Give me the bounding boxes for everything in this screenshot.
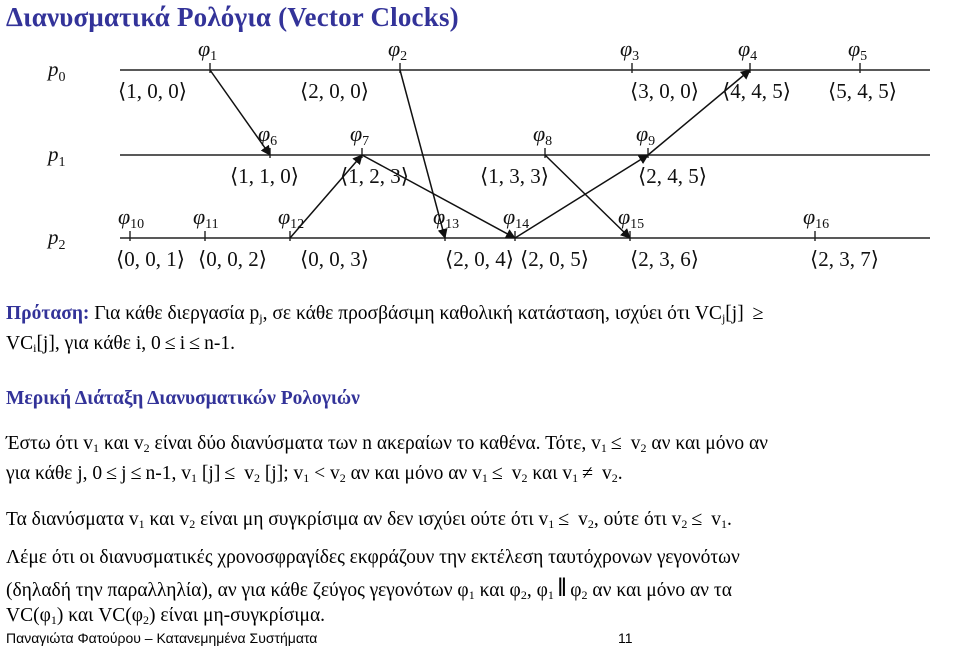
event-label-phi4: φ4 bbox=[738, 36, 758, 64]
event-label-phi16: φ16 bbox=[803, 204, 830, 232]
proposition-line-1: Πρόταση: Για κάθε διεργασία pj, σε κάθε προσβάσιμη καθολική κατάσταση, ισχύει ότι VCj[j] ≥ bbox=[6, 298, 768, 333]
leq-symbol: ≤ bbox=[164, 332, 176, 354]
vector-timestamp-4: ⟨4, 4, 5⟩ bbox=[722, 79, 791, 103]
page-number: 11 bbox=[618, 630, 633, 646]
event-label-phi6: φ6 bbox=[258, 121, 278, 149]
vector-timestamp-9: ⟨2, 4, 5⟩ bbox=[638, 164, 707, 188]
event-label-phi7: φ7 bbox=[350, 121, 370, 149]
footer-author: Παναγιώτα Φατούρου – Κατανεμημένα Συστήματα bbox=[6, 630, 318, 646]
event-label-phi10: φ10 bbox=[118, 204, 145, 232]
section-heading: Μερική Διάταξη Διανυσματικών Ρολογιών bbox=[6, 388, 360, 409]
leq-symbol: ≤ bbox=[189, 332, 201, 354]
vector-timestamp-16: ⟨2, 3, 7⟩ bbox=[810, 247, 879, 271]
vector-timestamp-14: ⟨2, 0, 5⟩ bbox=[520, 247, 589, 271]
vector-timestamp-3: ⟨3, 0, 0⟩ bbox=[630, 79, 699, 103]
vector-timestamp-11: ⟨0, 0, 2⟩ bbox=[198, 247, 267, 271]
vector-timestamp-13: ⟨2, 0, 4⟩ bbox=[445, 247, 514, 271]
vector-timestamp-1: ⟨1, 0, 0⟩ bbox=[118, 79, 187, 103]
proposition-label: Πρόταση: bbox=[6, 303, 90, 324]
event-label-phi14: φ14 bbox=[503, 204, 530, 232]
vector-timestamp-8: ⟨1, 3, 3⟩ bbox=[480, 164, 549, 188]
event-label-phi13: φ13 bbox=[433, 204, 460, 232]
proposition-line-2: VCi[j], για κάθε i, 0 ≤ i ≤ n-1. bbox=[6, 332, 236, 355]
vector-timestamp-15: ⟨2, 3, 6⟩ bbox=[630, 247, 699, 271]
event-label-phi5: φ5 bbox=[848, 36, 868, 64]
para1-line-1: Έστω ότι v1 και v2 είναι δύο διανύσματα των n ακεραίων το καθένα. Τότε, v1 ≤ v2 αν και μόνο αν bbox=[6, 432, 768, 455]
para3-line-2: (δηλαδή την παραλληλία), αν για κάθε ζεύγος γεγονότων φ1 και φ2, φ1 ‖ φ2 αν και μόνο αν τα bbox=[6, 573, 732, 602]
process-label-p2: $p_2$ bbox=[48, 225, 66, 253]
vector-timestamp-12: ⟨0, 0, 3⟩ bbox=[300, 247, 369, 271]
event-label-phi9: φ9 bbox=[636, 121, 656, 149]
leq-symbol: ≥ bbox=[752, 302, 764, 324]
vector-timestamp-7: ⟨1, 2, 3⟩ bbox=[340, 164, 409, 188]
event-label-phi11: φ11 bbox=[193, 204, 219, 232]
vector-timestamp-10: ⟨0, 0, 1⟩ bbox=[116, 247, 185, 271]
vector-timestamp-2: ⟨2, 0, 0⟩ bbox=[300, 79, 369, 103]
process-label-p1: $p_1$ bbox=[48, 142, 66, 170]
vector-timestamp-5: ⟨5, 4, 5⟩ bbox=[828, 79, 897, 103]
para3-line-1: Λέμε ότι οι διανυσματικές χρονοσφραγίδες εκφράζουν την εκτέλεση ταυτόχρονων γεγονότων bbox=[6, 547, 740, 568]
para1-line-2: για κάθε j, 0 ≤ j ≤ n-1, v1 [j] ≤ v2 [j]; v1 < v2 αν και μόνο αν v1 ≤ v2 και v1 ≠ v2. bbox=[6, 462, 623, 485]
event-label-phi3: φ3 bbox=[620, 36, 640, 64]
event-label-phi8: φ8 bbox=[533, 121, 553, 149]
vector-timestamp-6: ⟨1, 1, 0⟩ bbox=[230, 164, 299, 188]
event-label-phi2: φ2 bbox=[388, 36, 408, 64]
vector-clock-diagram bbox=[0, 34, 960, 290]
para3-line-3: VC(φ1) και VC(φ2) είναι μη-συγκρίσιμα. bbox=[6, 605, 326, 627]
parallel-symbol: ‖ bbox=[557, 573, 567, 602]
event-label-phi12: φ12 bbox=[278, 204, 305, 232]
para2: Τα διανύσματα v1 και v2 είναι μη συγκρίσιμα αν δεν ισχύει ούτε ότι v1 ≤ v2, ούτε ότι v2 ≤ v1. bbox=[6, 508, 732, 531]
event-label-phi1: φ1 bbox=[198, 36, 218, 64]
process-label-p0: $p_0$ bbox=[48, 57, 66, 85]
event-label-phi15: φ15 bbox=[618, 204, 645, 232]
slide-title: Διανυσματικά Ρολόγια (Vector Clocks) bbox=[6, 2, 459, 32]
